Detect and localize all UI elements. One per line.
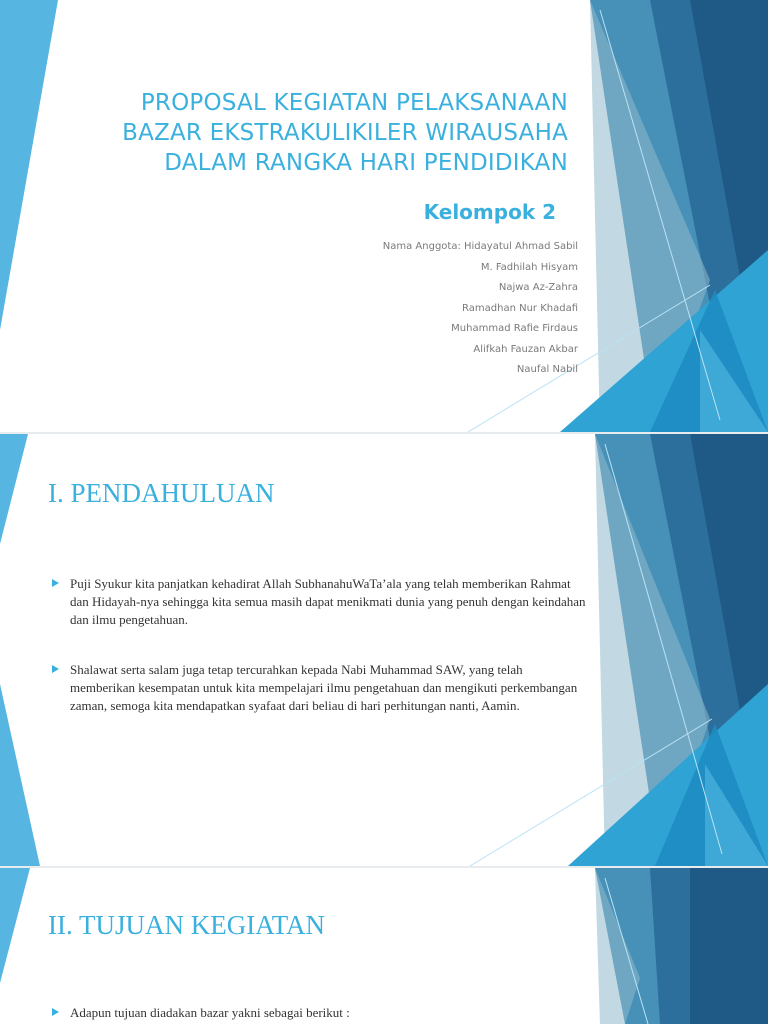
member-item: Naufal Nabil <box>516 364 578 375</box>
title-slide <box>0 0 768 432</box>
list-item <box>48 1004 588 1022</box>
section-heading: I. PENDAHULUAN <box>48 478 275 508</box>
member-item: Nama Anggota: Hidayatul Ahmad Sabil <box>382 241 578 252</box>
title-line-3: DALAM RANGKA HARI PENDIDIKAN <box>164 150 568 176</box>
bullet-text: Puji Syukur kita panjatkan kehadirat Allah SubhanahuWaTa’ala yang telah memberikan Rahmat dan Hidayah-nya sehingga kita semua masih dapat menikmati dunia yang penuh dengan keindahan dan ilmu pengetahuan. <box>70 576 586 627</box>
member-item: Muhammad Rafie Firdaus <box>451 323 578 334</box>
list-item <box>48 661 588 715</box>
introduction-slide <box>0 434 768 866</box>
bullet-arrow-icon <box>52 579 59 587</box>
title-line-2: BAZAR EKSTRAKULIKILER WIRAUSAHA <box>122 120 568 146</box>
objectives-slide <box>0 868 768 1024</box>
member-item: Ramadhan Nur Khadafi <box>462 302 578 314</box>
member-item: Alifkah Fauzan Akbar <box>473 343 578 355</box>
bullet-arrow-icon <box>52 665 59 673</box>
section-heading: II. TUJUAN KEGIATAN <box>48 910 326 940</box>
bullet-list <box>48 575 588 715</box>
member-list <box>250 237 578 381</box>
decorative-facets <box>0 868 768 1024</box>
group-subtitle: Kelompok 2 <box>423 200 556 224</box>
list-item <box>48 575 588 629</box>
title-line-1: PROPOSAL KEGIATAN PELAKSANAAN <box>140 90 568 116</box>
member-item: Najwa Az-Zahra <box>498 282 578 293</box>
bullet-arrow-icon <box>52 1008 59 1016</box>
presentation-title <box>60 88 568 178</box>
bullet-text: Shalawat serta salam juga tetap tercurahkan kepada Nabi Muhammad SAW, yang telah memberikan kesempatan untuk kita mempelajari ilmu pengetahuan dan mengikuti perkembangan zaman, semoga kita mendapatkan syafaat dari beliau di hari perhitungan nanti, Aamin. <box>70 662 578 713</box>
bullet-list <box>48 1004 588 1022</box>
member-item: M. Fadhilah Hisyam <box>480 261 578 273</box>
bullet-text: Adapun tujuan diadakan bazar yakni sebagai berikut : <box>70 1005 350 1020</box>
